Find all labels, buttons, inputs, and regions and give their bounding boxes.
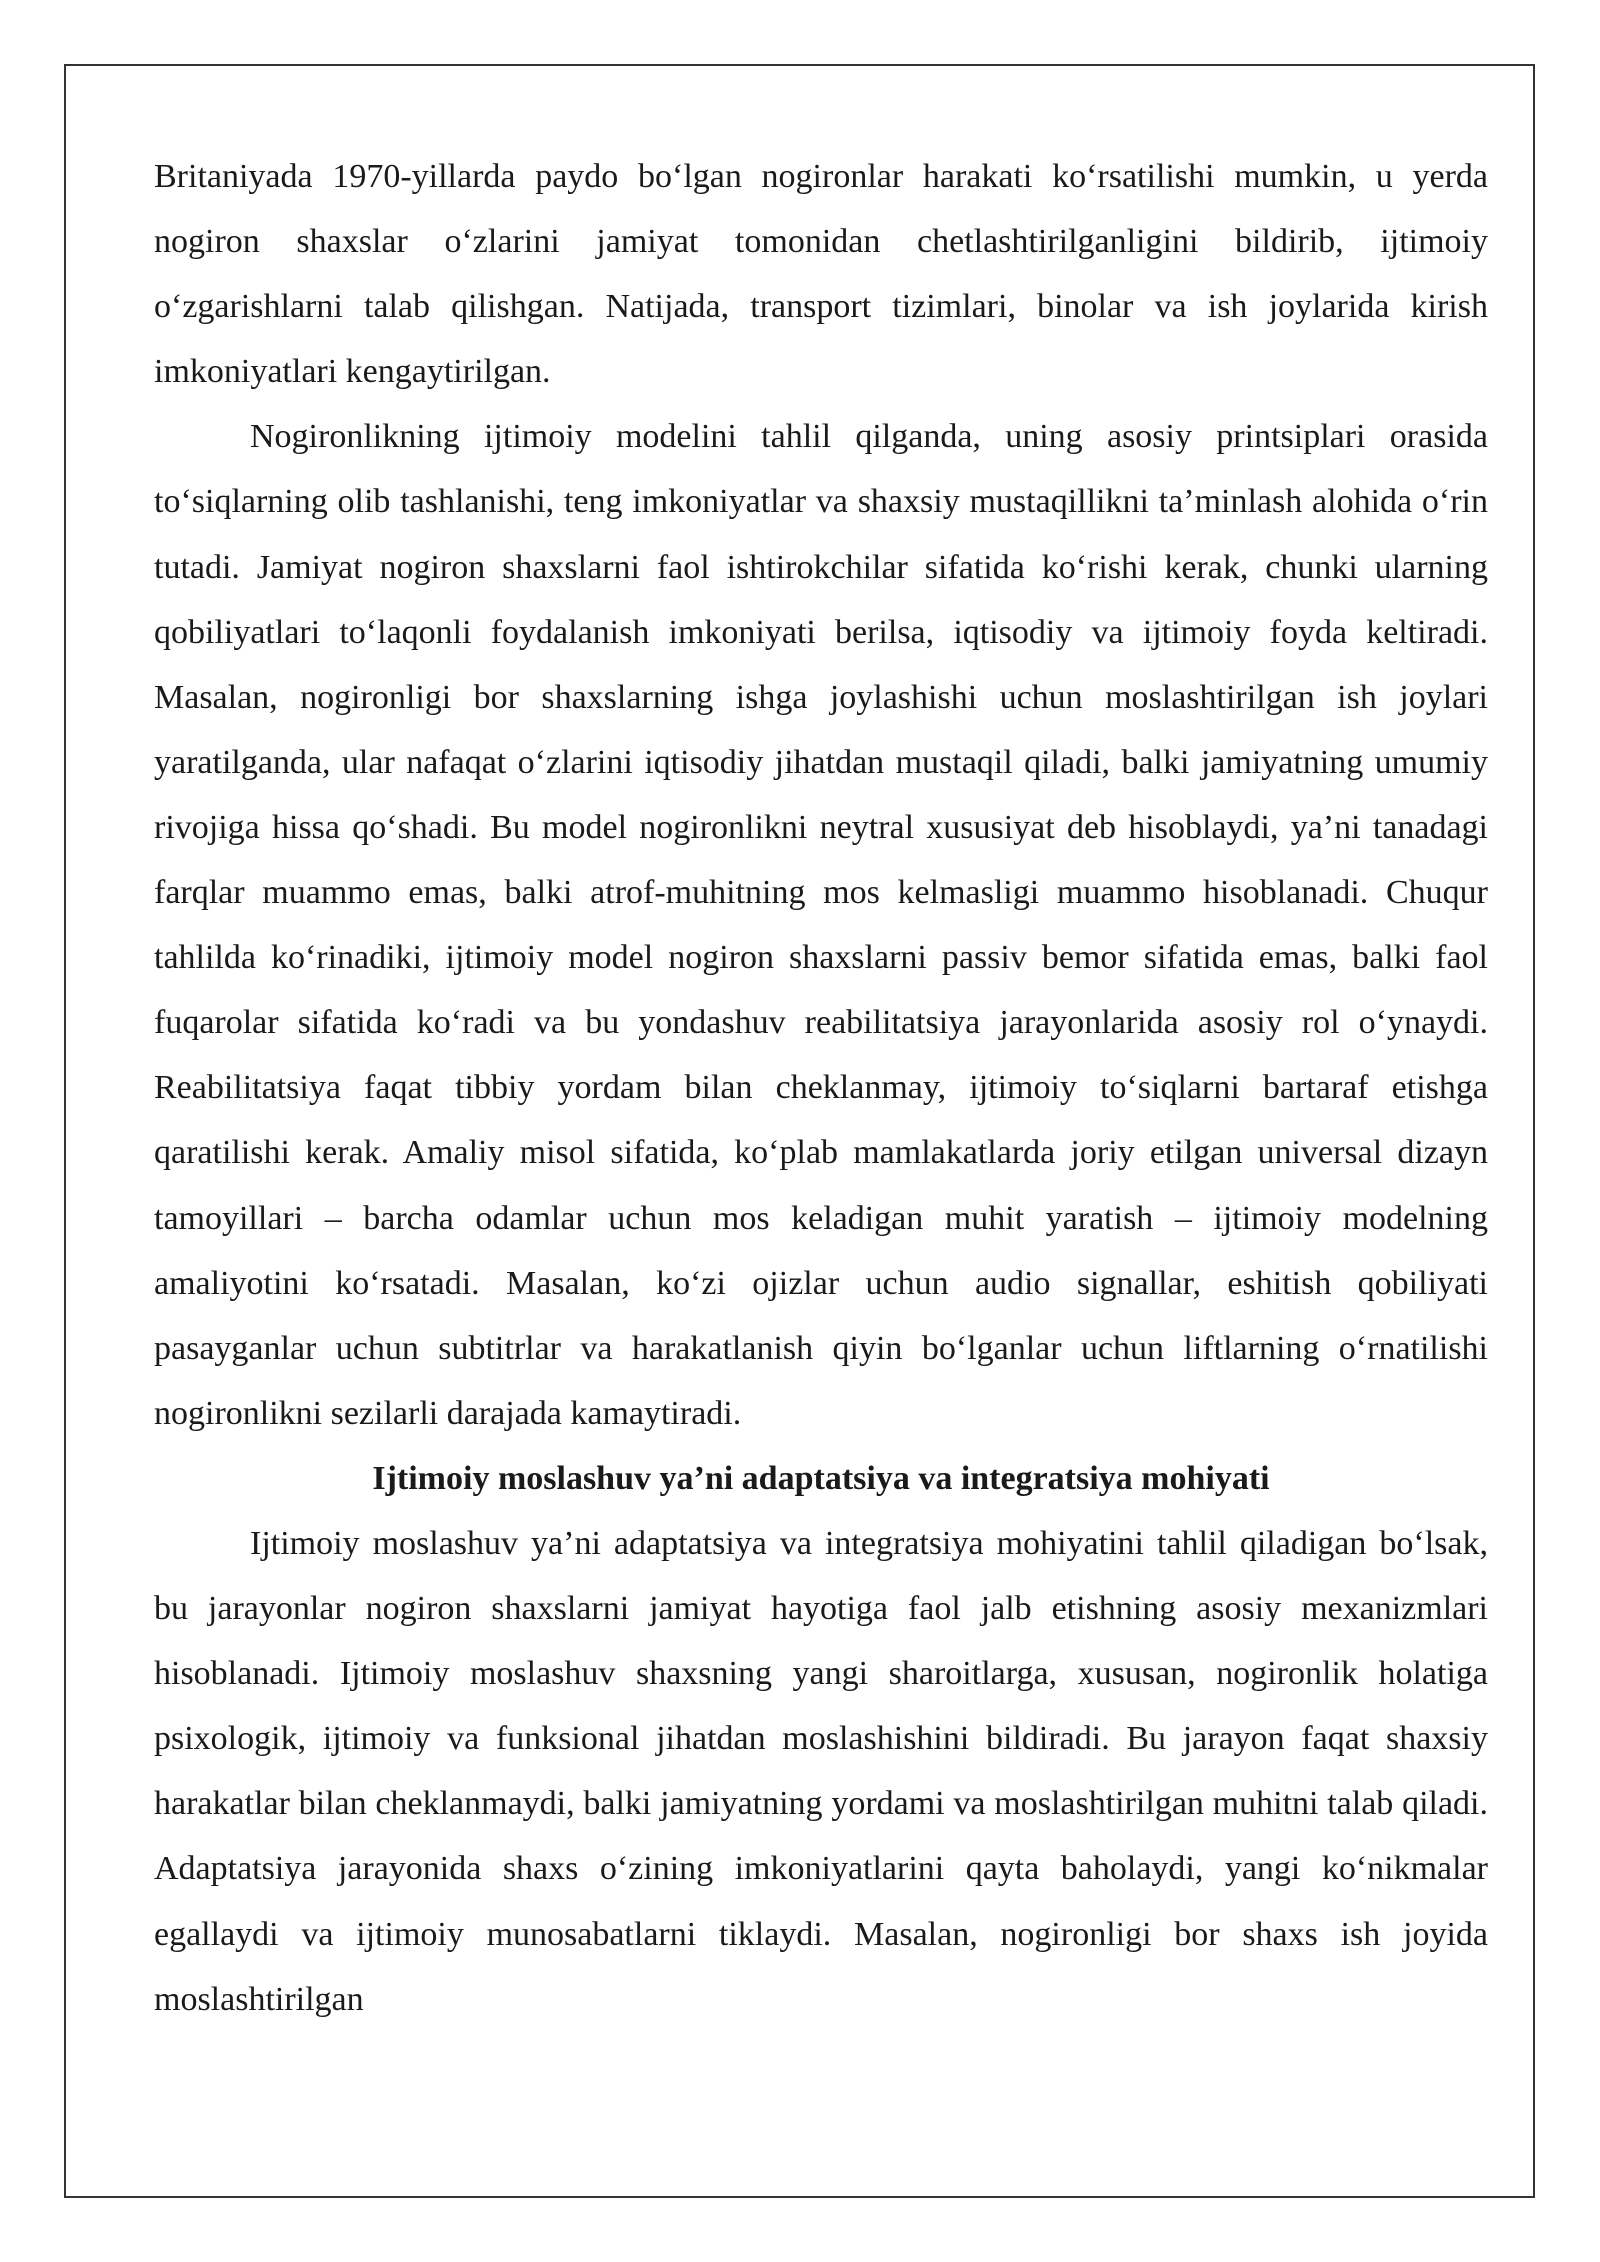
paragraph-continuation: Britaniyada 1970-yillarda paydo bo‘lgan nogironlar harakati ko‘rsatilishi mumkin, u yerda nogiron shaxslar o‘zlarini jamiyat tomonidan chetlashtirilganligini bildirib, ijtimoiy o‘zgarishlarni talab qilishgan. Natijada, transport tizimlari, binolar va ish joylarida kirish imkoniyatlari kengaytirilgan. (154, 158, 1488, 391)
paragraph-social-model: Nogironlikning ijtimoiy modelini tahlil qilganda, uning asosiy printsiplari orasida to‘siqlarning olib tashlanishi, teng imkoniyatlar va shaxsiy mustaqillikni ta’minlash alohida o‘rin tutadi. Jamiyat nogiron shaxslarni faol ishtirokchilar sifatida ko‘rishi kerak, chunki ularning qobiliyatlari to‘laqonli foydalanish imkoniyati berilsa, iqtisodiy va ijtimoiy foyda keltiradi. Masalan, nogironligi bor shaxslarning ishga joylashishi uchun moslashtirilgan ish joylari yaratilganda, ular nafaqat o‘zlarini iqtisodiy jihatdan mustaqil qiladi, balki jamiyatning umumiy rivojiga hissa qo‘shadi. Bu model nogironlikni neytral xususiyat deb hisoblaydi, ya’ni tanadagi farqlar muammo emas, balki atrof-muhitning mos kelmasligi muammo hisoblanadi. Chuqur tahlilda ko‘rinadiki, ijtimoiy model nogiron shaxslarni passiv bemor sifatida emas, balki faol fuqarolar sifatida ko‘radi va bu yondashuv reabilitatsiya jarayonlarida asosiy rol o‘ynaydi. Reabilitatsiya faqat tibbiy yordam bilan cheklanmay, ijtimoiy to‘siqlarni bartaraf etishga qaratilishi kerak. Amaliy misol sifatida, ko‘plab mamlakatlarda joriy etilgan universal dizayn tamoyillari – barcha odamlar uchun mos keladigan muhit yaratish – ijtimoiy modelning amaliyotini ko‘rsatadi. Masalan, ko‘zi ojizlar uchun audio signallar, eshitish qobiliyati pasayganlar uchun subtitrlar va harakatlanish qiyin bo‘lganlar uchun liftlarning o‘rnatilishi nogironlikni sezilarli darajada kamaytiradi. (154, 418, 1488, 1432)
paragraph-adaptation: Ijtimoiy moslashuv ya’ni adaptatsiya va integratsiya mohiyatini tahlil qiladigan bo‘lsak, bu jarayonlar nogiron shaxslarni jamiyat hayotiga faol jalb etishning asosiy mexanizmlari hisoblanadi. Ijtimoiy moslashuv shaxsning yangi sharoitlarga, xususan, nogironlik holatiga psixologik, ijtimoiy va funksional jihatdan moslashishini bildiradi. Bu jarayon faqat shaxsiy harakatlar bilan cheklanmaydi, balki jamiyatning yordami va moslashtirilgan muhitni talab qiladi. Adaptatsiya jarayonida shaxs o‘zining imkoniyatlarini qayta baholaydi, yangi ko‘nikmalar egallaydi va ijtimoiy munosabatlarni tiklaydi. Masalan, nogironligi bor shaxs ish joyida moslashtirilgan (154, 1524, 1488, 2018)
document-body (154, 144, 1488, 2032)
section-heading: Ijtimoiy moslashuv ya’ni adaptatsiya va integratsiya mohiyati (372, 1459, 1270, 1497)
